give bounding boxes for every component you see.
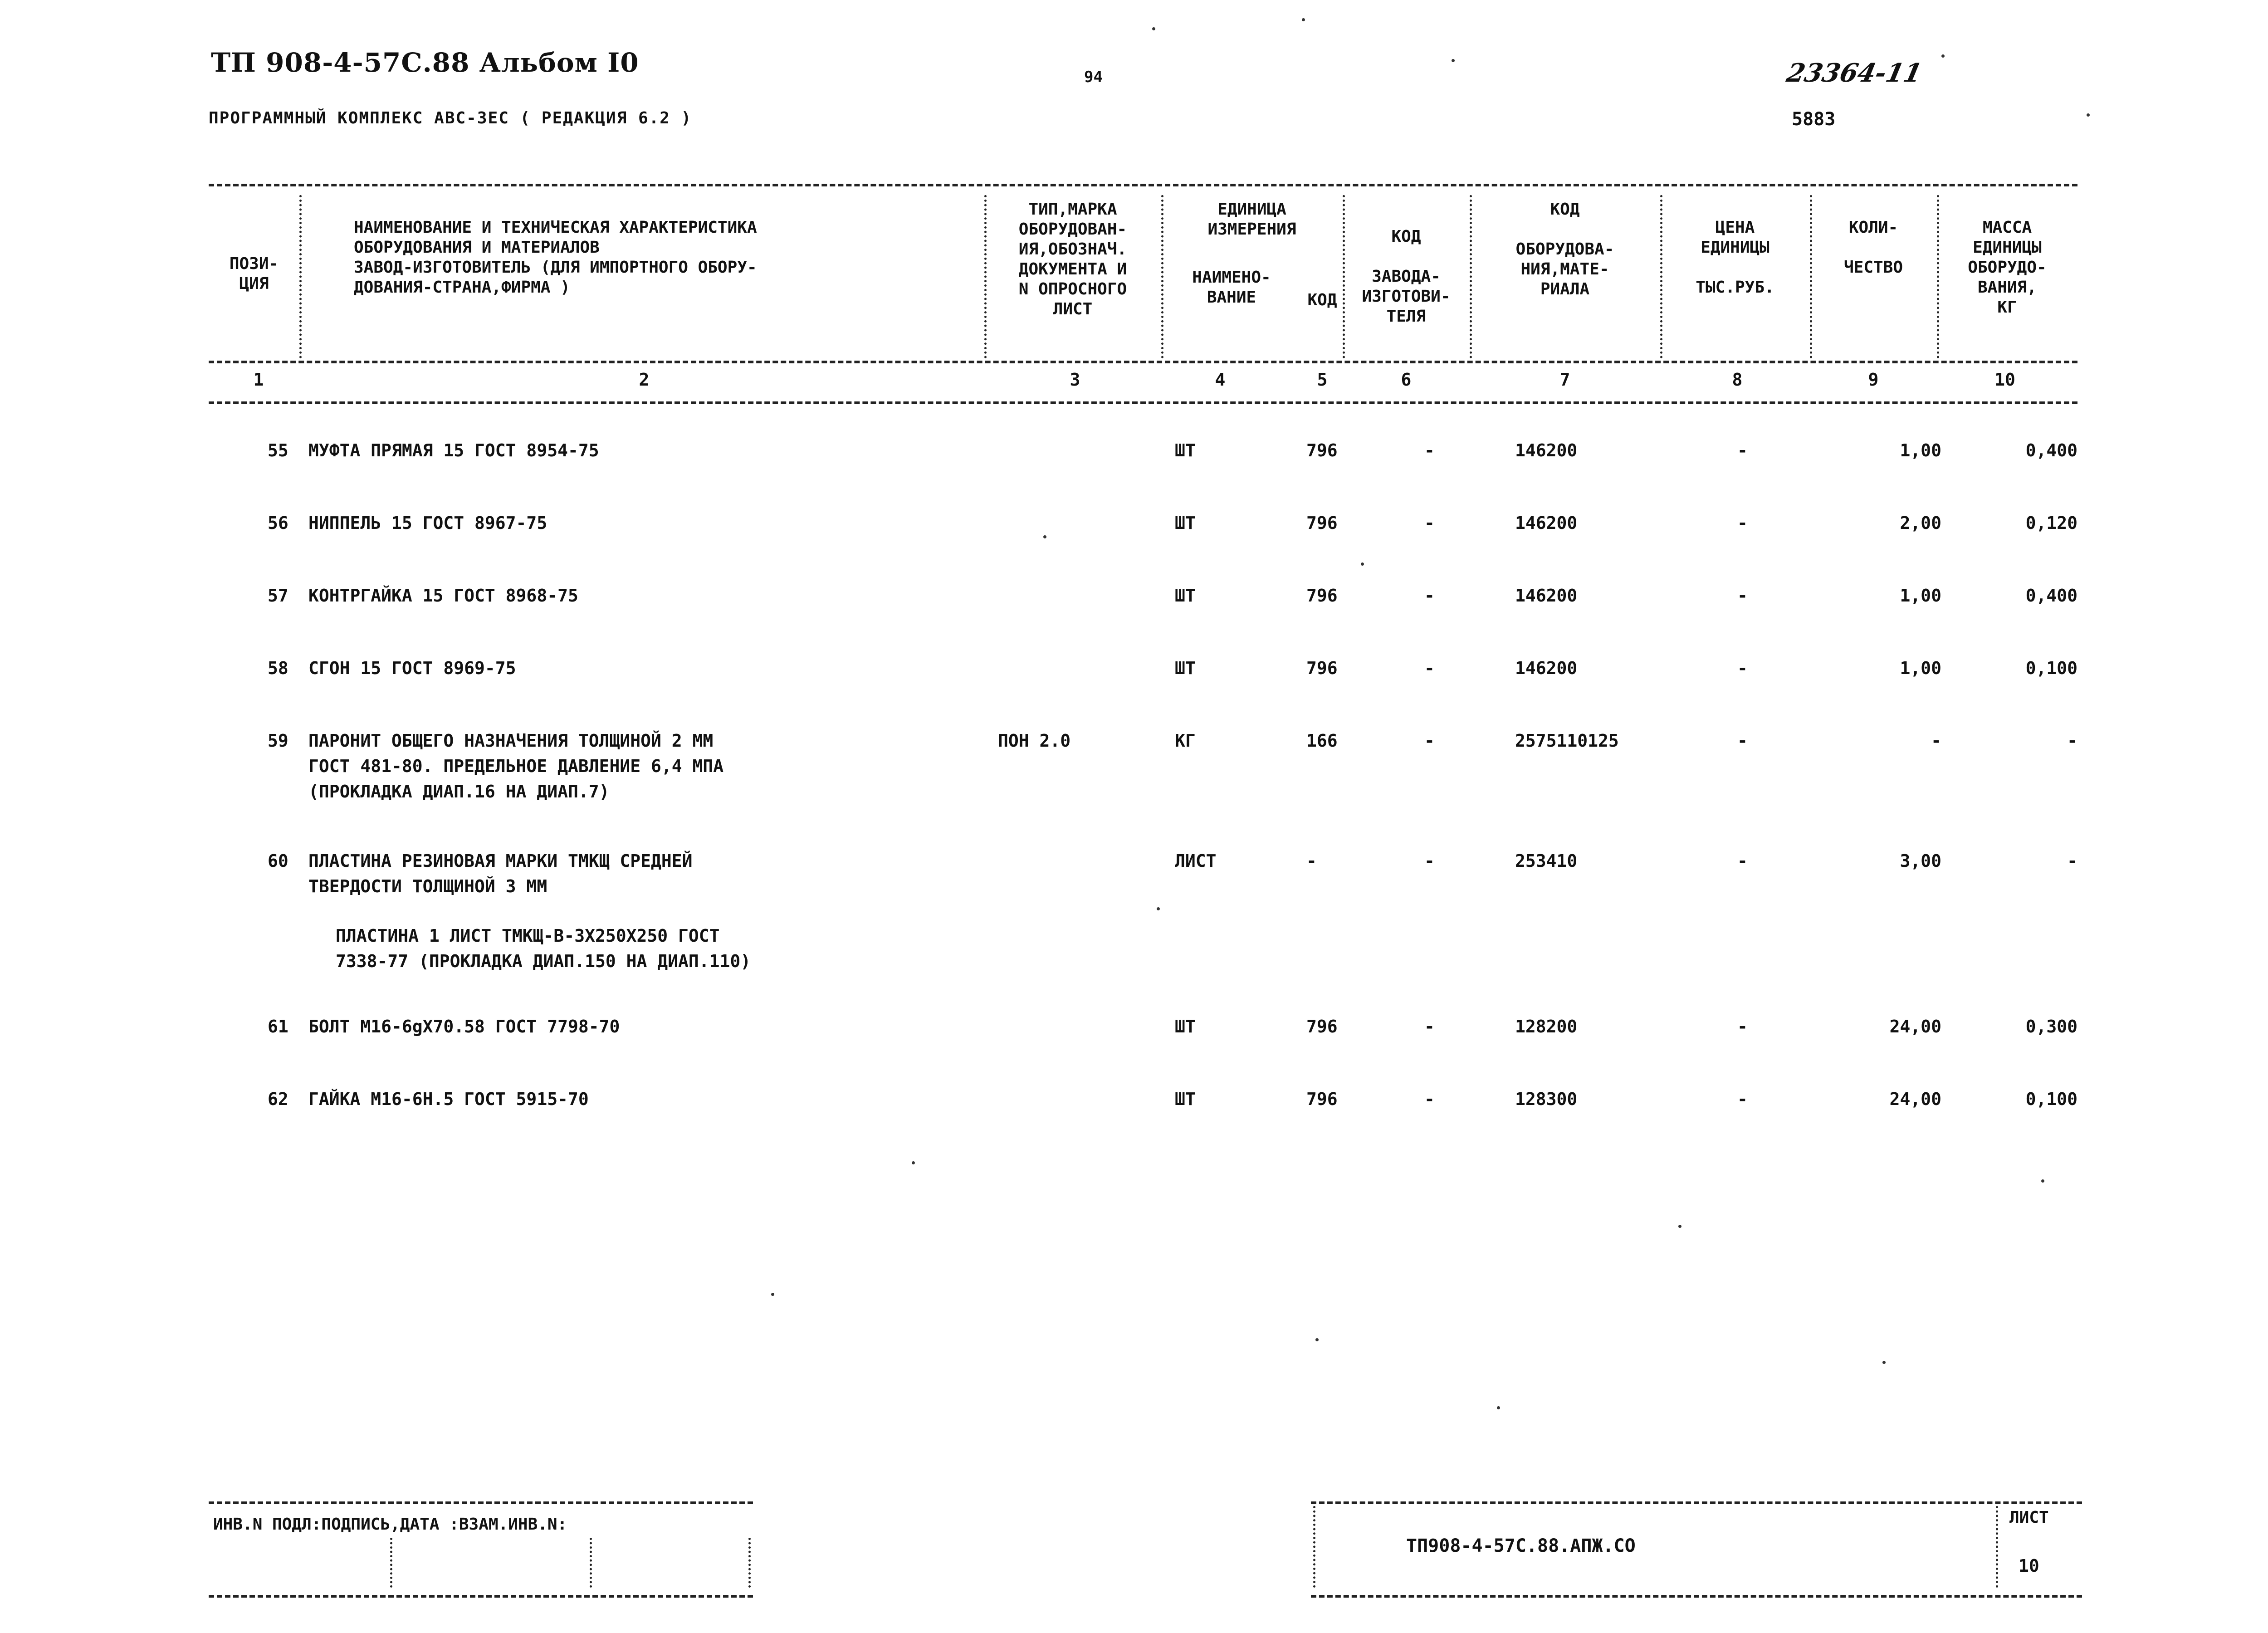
- row-name: СГОН 15 ГОСТ 8969-75: [308, 658, 516, 678]
- row-mass: 0,100: [2025, 658, 2077, 678]
- row-manufacturer-code: -: [1424, 851, 1435, 871]
- row-quantity: 2,00: [1900, 513, 1941, 533]
- archive-code: 5883: [1792, 109, 1836, 130]
- scan-speck: [1678, 1225, 1681, 1228]
- row-price: -: [1737, 731, 1748, 751]
- column-number: 3: [1070, 370, 1080, 390]
- header-equipment-code: КОД ОБОРУДОВА- НИЯ,МАТЕ- РИАЛА: [1515, 200, 1614, 298]
- row-unit-code: 796: [1306, 586, 1338, 606]
- column-separator: [299, 195, 302, 358]
- document-code: ТП908-4-57С.88.АПЖ.СО: [1406, 1535, 1636, 1556]
- row-position: 60: [268, 851, 288, 871]
- row-price: -: [1737, 851, 1748, 871]
- row-quantity: 24,00: [1889, 1017, 1941, 1037]
- header-bottom-rule: [209, 361, 2077, 363]
- header-manufacturer-code: КОД ЗАВОДА- ИЗГОТОВИ- ТЕЛЯ: [1362, 227, 1451, 326]
- row-unit-code: 796: [1306, 1089, 1338, 1109]
- scan-speck: [1497, 1406, 1500, 1409]
- column-number-rule: [209, 401, 2077, 404]
- scan-speck: [912, 1161, 915, 1164]
- row-manufacturer-code: -: [1424, 513, 1435, 533]
- row-manufacturer-code: -: [1424, 440, 1435, 460]
- row-position: 61: [268, 1017, 288, 1037]
- row-manufacturer-code: -: [1424, 1017, 1435, 1037]
- row-equipment-code: 128300: [1515, 1089, 1578, 1109]
- row-name: КОНТРГАЙКА 15 ГОСТ 8968-75: [308, 586, 578, 606]
- row-name: НИППЕЛЬ 15 ГОСТ 8967-75: [308, 513, 547, 533]
- column-number: 1: [253, 370, 264, 390]
- row-unit-code: 796: [1306, 440, 1338, 460]
- row-unit-code: -: [1306, 851, 1317, 871]
- row-mass: 0,100: [2025, 1089, 2077, 1109]
- row-note: ПЛАСТИНА 1 ЛИСТ ТМКЩ-В-3Х250Х250 ГОСТ 7338-77 (ПРОКЛАДКА ДИАП.150 НА ДИАП.110): [336, 926, 751, 971]
- scan-speck: [1157, 907, 1160, 910]
- title-block-separator: [1313, 1506, 1315, 1588]
- row-unit: ЛИСТ: [1175, 851, 1217, 871]
- scan-speck: [1315, 1338, 1319, 1341]
- sheet-label: ЛИСТ: [2009, 1508, 2049, 1527]
- row-position: 59: [268, 731, 288, 751]
- row-manufacturer-code: -: [1424, 586, 1435, 606]
- scan-speck: [1043, 535, 1046, 538]
- header-quantity: КОЛИ- ЧЕСТВО: [1843, 218, 1903, 277]
- row-mass: -: [2067, 731, 2077, 751]
- sheet-number: 10: [2019, 1556, 2039, 1576]
- scan-speck: [1941, 54, 1945, 58]
- table-top-rule: [209, 184, 2077, 186]
- header-unit-code: КОД: [1307, 291, 1337, 309]
- row-unit: ШТ: [1175, 513, 1196, 533]
- row-position: 56: [268, 513, 288, 533]
- row-price: -: [1737, 586, 1748, 606]
- row-mass: -: [2067, 851, 2077, 871]
- stamp-separator: [390, 1538, 392, 1588]
- row-equipment-code: 146200: [1515, 440, 1578, 460]
- row-position: 62: [268, 1089, 288, 1109]
- row-quantity: 1,00: [1900, 586, 1941, 606]
- scan-speck: [2087, 113, 2090, 117]
- row-mass: 0,120: [2025, 513, 2077, 533]
- row-unit-code: 796: [1306, 1017, 1338, 1037]
- row-quantity: 24,00: [1889, 1089, 1941, 1109]
- title-block-separator: [1996, 1506, 1998, 1588]
- row-unit: КГ: [1175, 731, 1196, 751]
- header-type: ТИП,МАРКА ОБОРУДОВАН- ИЯ,ОБОЗНАЧ. ДОКУМЕНТА И N ОПРОСНОГО ЛИСТ: [1018, 200, 1127, 318]
- row-equipment-code: 146200: [1515, 586, 1578, 606]
- row-unit-code: 796: [1306, 513, 1338, 533]
- row-name: ПЛАСТИНА РЕЗИНОВАЯ МАРКИ ТМКЩ СРЕДНЕЙ ТВЕРДОСТИ ТОЛЩИНОЙ 3 ММ: [308, 851, 693, 896]
- row-unit: ШТ: [1175, 1017, 1196, 1037]
- row-mass: 0,400: [2025, 440, 2077, 460]
- row-equipment-code: 146200: [1515, 658, 1578, 678]
- row-equipment-code: 146200: [1515, 513, 1578, 533]
- row-price: -: [1737, 1017, 1748, 1037]
- row-position: 57: [268, 586, 288, 606]
- row-unit: ШТ: [1175, 586, 1196, 606]
- header-unit-mass: МАССА ЕДИНИЦЫ ОБОРУДО- ВАНИЯ, КГ: [1968, 218, 2047, 317]
- header-position: ПОЗИ- ЦИЯ: [229, 254, 279, 293]
- row-type-mark: ПОН 2.0: [998, 731, 1071, 751]
- column-number: 2: [639, 370, 650, 390]
- approval-stamp-caption: ИНВ.N ПОДЛ:ПОДПИСЬ,ДАТА :ВЗАМ.ИНВ.N:: [213, 1515, 567, 1534]
- column-number: 5: [1317, 370, 1328, 390]
- header-name: НАИМЕНОВАНИЕ И ТЕХНИЧЕСКАЯ ХАРАКТЕРИСТИКА ОБОРУДОВАНИЯ И МАТЕРИАЛОВ ЗАВОД-ИЗГОТОВИТЕЛЬ (ДЛЯ ИМПОРТНОГО ОБОРУ- ДОВАНИЯ-СТРАНА,ФИРМА ): [354, 218, 757, 297]
- row-equipment-code: 128200: [1515, 1017, 1578, 1037]
- row-mass: 0,400: [2025, 586, 2077, 606]
- column-number: 10: [1994, 370, 2015, 390]
- scan-speck: [1882, 1361, 1886, 1364]
- program-complex-line: ПРОГРАММНЫЙ КОМПЛЕКС АВС-ЗЕС ( РЕДАКЦИЯ 6.2 ): [209, 109, 692, 127]
- column-number: 8: [1732, 370, 1743, 390]
- row-quantity: 1,00: [1900, 440, 1941, 460]
- row-name: МУФТА ПРЯМАЯ 15 ГОСТ 8954-75: [308, 440, 599, 460]
- header-unit-group: ЕДИНИЦА ИЗМЕРЕНИЯ: [1207, 200, 1296, 239]
- scan-speck: [1452, 59, 1455, 62]
- row-unit: ШТ: [1175, 658, 1196, 678]
- column-number: 7: [1559, 370, 1570, 390]
- row-price: -: [1737, 1089, 1748, 1109]
- document-reference: ТП 908-4-57С.88 Альбом I0: [211, 47, 639, 78]
- row-quantity: -: [1931, 731, 1941, 751]
- row-position: 58: [268, 658, 288, 678]
- row-price: -: [1737, 513, 1748, 533]
- scan-speck: [1361, 562, 1364, 566]
- header-unit-name: НАИМЕНО- ВАНИЕ: [1192, 268, 1271, 307]
- row-name: БОЛТ М16-6gХ70.58 ГОСТ 7798-70: [308, 1017, 620, 1037]
- stamp-separator: [748, 1538, 751, 1588]
- handwritten-number: 23364-11: [1784, 58, 1925, 88]
- row-position: 55: [268, 440, 288, 460]
- row-quantity: 3,00: [1900, 851, 1941, 871]
- column-number: 4: [1215, 370, 1226, 390]
- row-unit-code: 166: [1306, 731, 1338, 751]
- row-manufacturer-code: -: [1424, 731, 1435, 751]
- page-mark: 94: [1084, 68, 1103, 86]
- row-name: ГАЙКА М16-6Н.5 ГОСТ 5915-70: [308, 1089, 589, 1109]
- row-unit: ШТ: [1175, 440, 1196, 460]
- row-manufacturer-code: -: [1424, 658, 1435, 678]
- row-mass: 0,300: [2025, 1017, 2077, 1037]
- stamp-separator: [590, 1538, 592, 1588]
- scan-speck: [771, 1293, 774, 1296]
- header-unit-price: ЦЕНА ЕДИНИЦЫ ТЫС.РУБ.: [1696, 218, 1774, 297]
- row-quantity: 1,00: [1900, 658, 1941, 678]
- row-unit: ШТ: [1175, 1089, 1196, 1109]
- scan-speck: [1302, 18, 1305, 21]
- row-manufacturer-code: -: [1424, 1089, 1435, 1109]
- row-name: ПАРОНИТ ОБЩЕГО НАЗНАЧЕНИЯ ТОЛЩИНОЙ 2 ММ ГОСТ 481-80. ПРЕДЕЛЬНОЕ ДАВЛЕНИЕ 6,4 МПА (ПРОКЛАДКА ДИАП.16 НА ДИАП.7): [308, 731, 724, 802]
- row-equipment-code: 2575110125: [1515, 731, 1619, 751]
- scan-speck: [2041, 1179, 2044, 1183]
- row-price: -: [1737, 658, 1748, 678]
- column-number: 6: [1401, 370, 1412, 390]
- scan-speck: [1152, 27, 1155, 30]
- column-number: 9: [1868, 370, 1879, 390]
- row-unit-code: 796: [1306, 658, 1338, 678]
- row-price: -: [1737, 440, 1748, 460]
- row-equipment-code: 253410: [1515, 851, 1578, 871]
